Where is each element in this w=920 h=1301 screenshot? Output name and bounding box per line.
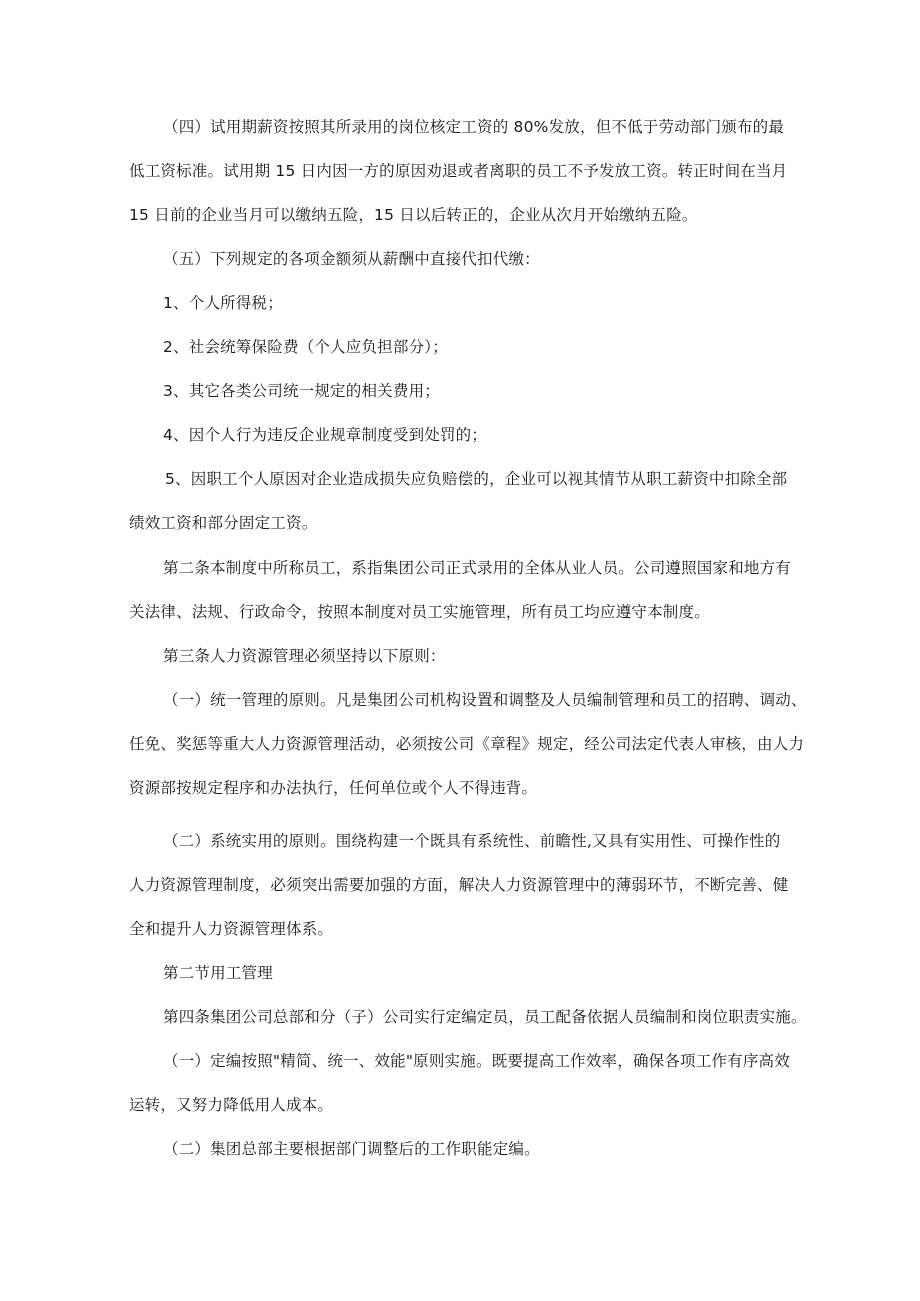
principle-2-line-3: 全和提升人力资源管理体系。 xyxy=(129,920,334,938)
list-item-3: 3、其它各类公司统一规定的相关费用； xyxy=(163,382,440,400)
article-3-heading: 第三条人力资源管理必须坚持以下原则： xyxy=(163,647,446,665)
article-4-line-1: 第四条集团公司总部和分（子）公司实行定编定员，员工配备依据人员编制和岗位职责实施。 xyxy=(163,1008,807,1026)
article-2-line-1: 第二条本制度中所称员工，系指集团公司正式录用的全体从业人员。公司遵照国家和地方有 xyxy=(163,559,792,577)
principle-1-line-2: 任免、奖惩等重大人力资源管理活动，必须按公司《章程》规定，经公司法定代表人审核，由人力 xyxy=(129,735,805,753)
principle-2-line-2: 人力资源管理制度，必须突出需要加强的方面，解决人力资源管理中的薄弱环节，不断完善、健 xyxy=(129,876,789,894)
paragraph-4-line-1: （四）试用期薪资按照其所录用的岗位核定工资的 80%发放，但不低于劳动部门颁布的最 xyxy=(163,118,785,136)
paragraph-4-line-2: 低工资标准。试用期 15 日内因一方的原因劝退或者离职的员工不予发放工资。转正时间在当月 xyxy=(129,162,788,180)
article-4-item-1-line-1: （一）定编按照"精简、统一、效能"原则实施。既要提高工作效率，确保各项工作有序高效 xyxy=(163,1052,790,1070)
principle-2-line-1: （二）系统实用的原则。围绕构建一个既具有系统性、前瞻性,又具有实用性、可操作性的 xyxy=(163,832,781,850)
list-item-2: 2、社会统筹保险费（个人应负担部分）； xyxy=(163,338,448,356)
paragraph-4-line-3: 15 日前的企业当月可以缴纳五险，15 日以后转正的，企业从次月开始缴纳五险。 xyxy=(129,206,698,224)
list-item-5-line-2: 绩效工资和部分固定工资。 xyxy=(129,514,318,532)
article-4-item-1-line-2: 运转，又努力降低用人成本。 xyxy=(129,1096,334,1114)
article-4-item-2: （二）集团总部主要根据部门调整后的工作职能定编。 xyxy=(163,1140,540,1158)
list-item-1: 1、个人所得税； xyxy=(163,294,283,312)
paragraph-5-heading: （五）下列规定的各项金额须从薪酬中直接代扣代缴： xyxy=(163,250,540,268)
article-2-line-2: 关法律、法规、行政命令，按照本制度对员工实施管理，所有员工均应遵守本制度。 xyxy=(129,603,710,621)
section-2-heading: 第二节用工管理 xyxy=(163,964,273,982)
list-item-4: 4、因个人行为违反企业规章制度受到处罚的； xyxy=(163,426,488,444)
list-item-5-line-1: 5、因职工个人原因对企业造成损失应负赔偿的，企业可以视其情节从职工薪资中扣除全部 xyxy=(165,470,788,488)
principle-1-line-3: 资源部按规定程序和办法执行，任何单位或个人不得违背。 xyxy=(129,779,538,797)
principle-1-line-1: （一）统一管理的原则。凡是集团公司机构设置和调整及人员编制管理和员工的招聘、调动、 xyxy=(163,691,807,709)
